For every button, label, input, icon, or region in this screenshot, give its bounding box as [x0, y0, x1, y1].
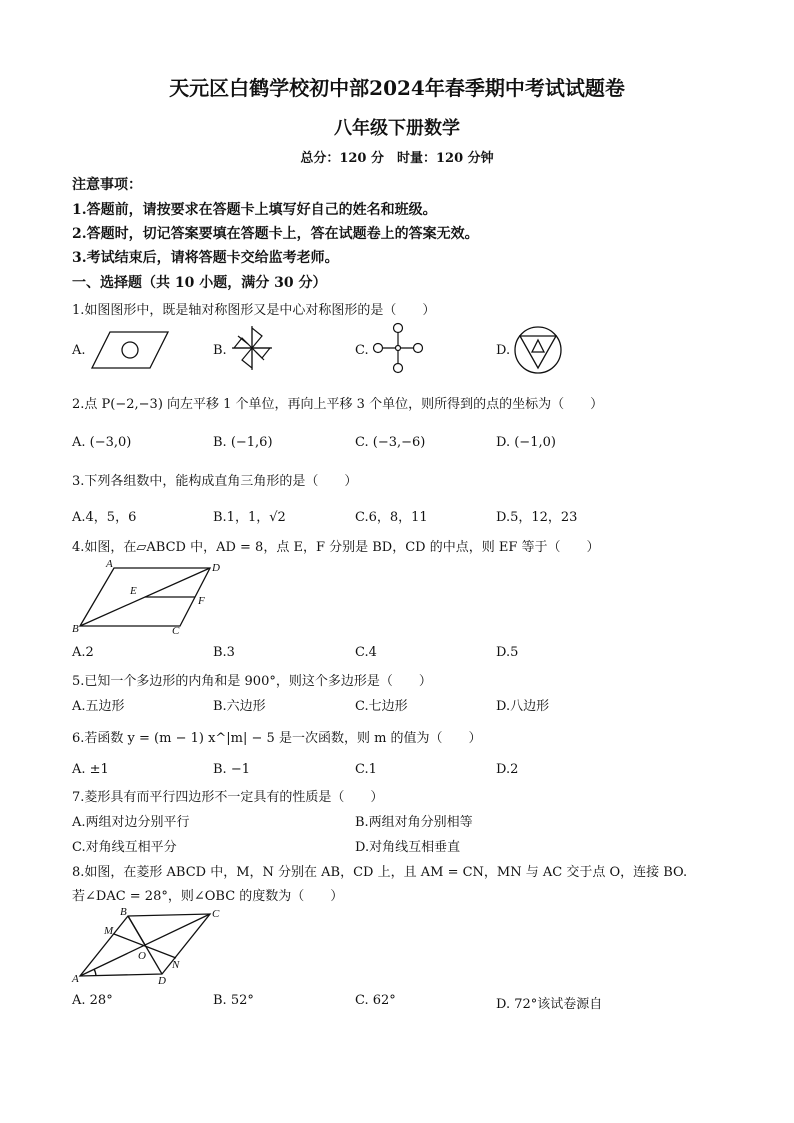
- label-a: A: [106, 558, 113, 570]
- label-b: B: [120, 906, 127, 918]
- option-c: C.对角线互相平分: [72, 840, 177, 855]
- option-a: A.两组对边分别平行: [72, 815, 190, 830]
- option-b: B.1，1，√2: [213, 510, 286, 525]
- label-o: O: [138, 950, 146, 962]
- question-stem: 8.如图，在菱形 ABCD 中，M，N 分别在 AB，CD 上，且 AM = CN，MN 与 AC 交于点 O，连接 BO.: [72, 865, 688, 880]
- option-b: B.六边形: [213, 699, 266, 714]
- section-heading: 一、选择题（共 10 小题，满分 30 分）: [72, 275, 327, 291]
- question-stem: 4.如图，在▱ABCD 中，AD = 8，点 E，F 分别是 BD，CD 的中点，则 EF 等于（ ）: [72, 540, 600, 555]
- option-d: D.八边形: [496, 699, 550, 714]
- pinwheel-figure: [228, 322, 276, 374]
- label-n: N: [172, 959, 180, 971]
- note-item: 3.考试结束后，请将答题卡交给监考老师。: [72, 250, 339, 266]
- exam-meta: 总分：120 分 时量：120 分钟: [300, 151, 494, 166]
- question-stem: 7.菱形具有而平行四边形不一定具有的性质是（ ）: [72, 790, 384, 805]
- option-d: D. 72°该试卷源自: [496, 997, 603, 1012]
- label-d: D: [212, 562, 220, 574]
- option-d: D. (−1,0): [496, 435, 556, 450]
- option-d: D.5: [496, 645, 519, 660]
- option-a: A. ±1: [72, 762, 109, 777]
- option-d: D.5，12，23: [496, 510, 578, 525]
- option-label: D.: [496, 343, 511, 358]
- option-label: C.: [355, 343, 369, 358]
- cross-circles-figure: [372, 322, 424, 374]
- option-a: A. 28°: [72, 993, 113, 1008]
- note-item: 1.答题前，请按要求在答题卡上填写好自己的姓名和班级。: [72, 202, 437, 218]
- label-b: B: [72, 623, 79, 634]
- question-stem: 6.若函数 y = (m − 1) x^|m| − 5 是一次函数，则 m 的值为（ ）: [72, 731, 482, 746]
- option-b: B. −1: [213, 762, 250, 777]
- option-d: D.对角线互相垂直: [355, 840, 461, 855]
- option-a: A.4，5，6: [72, 510, 137, 525]
- circle-triangle-figure: [512, 324, 564, 376]
- label-f: F: [198, 595, 205, 607]
- label-c: C: [172, 625, 180, 634]
- parallelogram-circle-figure: [88, 328, 172, 372]
- question-stem: 1.如图图形中，既是轴对称图形又是中心对称图形的是（ ）: [72, 303, 436, 318]
- option-d: D.2: [496, 762, 519, 777]
- label-a: A: [72, 973, 79, 985]
- exam-subject: 八年级下册数学: [334, 118, 460, 139]
- option-label: A.: [72, 343, 86, 358]
- option-c: C.6，8，11: [355, 510, 428, 525]
- notes-heading: 注意事项：: [72, 177, 142, 193]
- option-c: C. 62°: [355, 993, 396, 1008]
- option-c: C.4: [355, 645, 377, 660]
- label-c: C: [212, 908, 220, 920]
- label-m: M: [104, 925, 114, 937]
- rhombus-abcd-figure: [70, 904, 230, 986]
- option-a: A.2: [72, 645, 94, 660]
- label-e: E: [130, 585, 137, 597]
- exam-title: 天元区白鹤学校初中部2024年春季期中考试试题卷: [169, 76, 625, 100]
- option-a: A. (−3,0): [72, 435, 132, 450]
- option-b: B. 52°: [213, 993, 254, 1008]
- parallelogram-abcd-figure: [70, 558, 230, 634]
- question-stem: 3.下列各组数中，能构成直角三角形的是（ ）: [72, 474, 358, 489]
- question-stem-continued: 若∠DAC = 28°，则∠OBC 的度数为（ ）: [72, 889, 344, 904]
- option-b: B.两组对角分别相等: [355, 815, 473, 830]
- option-a: A.五边形: [72, 699, 125, 714]
- question-stem: 5.已知一个多边形的内角和是 900°，则这个多边形是（ ）: [72, 674, 432, 689]
- option-c: C.1: [355, 762, 377, 777]
- option-c: C.七边形: [355, 699, 408, 714]
- option-b: B. (−1,6): [213, 435, 273, 450]
- note-item: 2.答题时，切记答案要填在答题卡上，答在试题卷上的答案无效。: [72, 226, 479, 242]
- question-stem: 2.点 P(−2,−3) 向左平移 1 个单位，再向上平移 3 个单位，则所得到的点的坐标为（ ）: [72, 397, 604, 412]
- label-d: D: [158, 975, 166, 986]
- option-b: B.3: [213, 645, 235, 660]
- option-c: C. (−3,−6): [355, 435, 426, 450]
- option-label: B.: [213, 343, 227, 358]
